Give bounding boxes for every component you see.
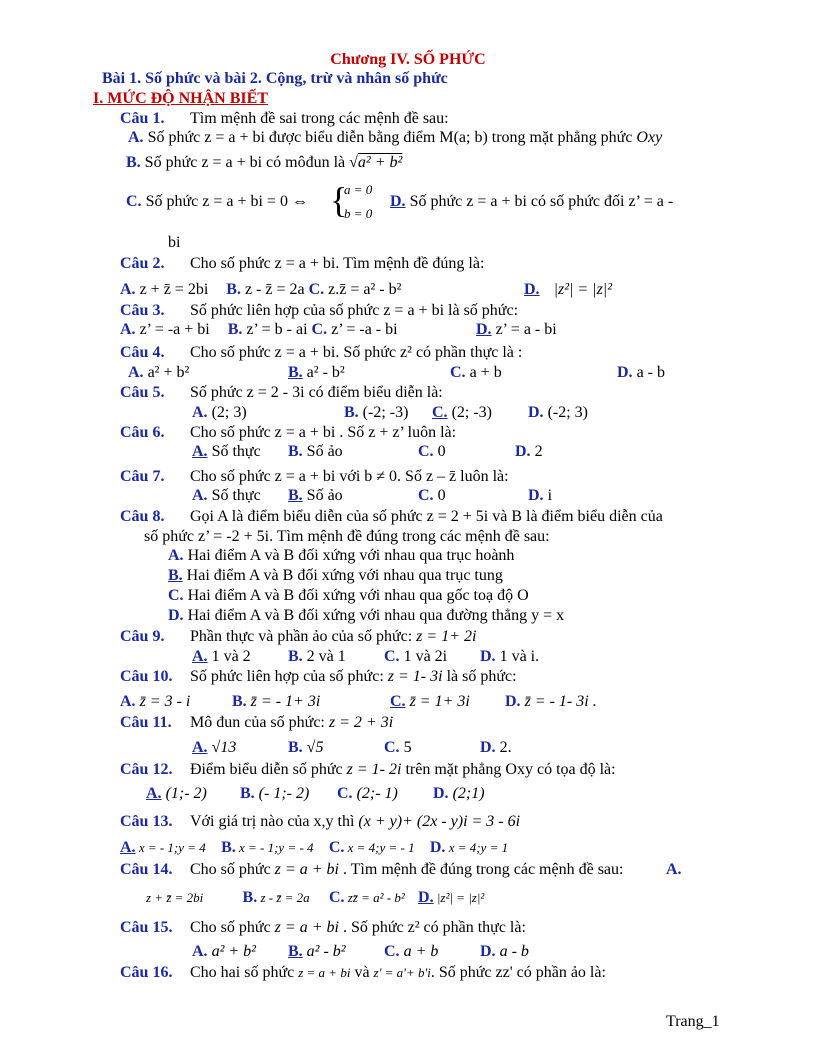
q14-option-a-label <box>666 860 682 879</box>
question-9 <box>120 627 476 646</box>
option-label: C. <box>311 321 328 338</box>
q4-option-d <box>617 363 665 382</box>
option-label: D. <box>480 943 496 960</box>
question-6 <box>120 423 456 442</box>
q1-option-b <box>126 153 402 172</box>
q15-option-a <box>192 942 256 961</box>
option-text: 1 và 2 <box>207 648 251 665</box>
q11-option-c <box>384 738 412 757</box>
q6-option-b <box>288 442 343 461</box>
question-label: Câu 7. <box>120 468 165 485</box>
question-text: Với giá trị nào của x,y thì <box>190 813 359 830</box>
q8-option-a <box>168 546 514 565</box>
option-text: z’ = -a - bi <box>327 321 398 338</box>
option-math: a² + b² <box>207 943 256 960</box>
question-text: Cho số phức z = a + bi . Số z + z’ luôn là: <box>190 424 457 441</box>
question-13 <box>120 812 520 831</box>
option-text: z’ = b - ai <box>242 321 308 338</box>
option-label: D. <box>433 785 449 802</box>
option-text: z - z̄ = 2a <box>240 281 305 298</box>
option-text: 1 và i. <box>495 648 540 665</box>
q12-option-d <box>433 784 485 803</box>
question-text-end: trên mặt phẳng Oxy có tọa độ là: <box>401 761 616 778</box>
option-text: Số ảo <box>302 443 343 460</box>
question-text: Cho số phức <box>190 861 275 878</box>
option-label: B. <box>344 404 359 421</box>
question-text: Cho số phức z = a + bi. Tìm mệnh đề đúng là: <box>190 255 485 272</box>
option-math: (- 1;- 2) <box>254 785 310 802</box>
q1-option-d-cont: bi <box>168 234 181 251</box>
option-text: Số phức z = a + bi = 0 ⇔ <box>141 193 308 210</box>
question-label: Câu 9. <box>120 628 165 645</box>
q15-option-b <box>288 942 346 961</box>
option-text: Số thực <box>207 487 261 504</box>
option-label: C. <box>384 943 400 960</box>
question-label: Câu 4. <box>120 344 165 361</box>
question-text: Cho số phức z = a + bi. Số phức z² có phần thực là : <box>190 344 523 361</box>
question-8-cont: số phức z’ = -2 + 5i. Tìm mệnh đề đúng trong các mệnh đề sau: <box>144 528 550 545</box>
system-eq-2: b = 0 <box>344 206 373 221</box>
option-label: C. <box>418 487 434 504</box>
option-label: B. <box>168 567 183 584</box>
option-label: B. <box>232 693 247 710</box>
sqrt-icon: √ <box>349 154 358 171</box>
q11-option-d <box>480 738 512 757</box>
option-math: √5 <box>302 739 324 756</box>
option-label: C. <box>308 281 325 298</box>
q6-option-a <box>192 442 261 461</box>
option-label: A. <box>120 839 136 856</box>
option-text: i <box>543 487 553 504</box>
question-label: Câu 2. <box>120 255 165 272</box>
question-text: Số phức liên hợp của số phức: <box>190 668 388 685</box>
option-label: D. <box>429 839 446 856</box>
question-11 <box>120 713 393 732</box>
option-label: A. <box>192 404 208 421</box>
option-text: 1 và 2i <box>399 648 448 665</box>
option-text: a² + b² <box>143 364 190 381</box>
option-text: z’ = -a + bi <box>135 321 210 338</box>
option-label: A. <box>128 364 144 381</box>
option-label: D. <box>480 739 496 756</box>
option-text: 5 <box>399 739 412 756</box>
question-math: z = 1- 3i <box>387 668 443 685</box>
question-math: z = 2 + 3i <box>328 714 394 731</box>
question-text: Điểm biểu diễn số phức <box>190 761 347 778</box>
question-15 <box>120 918 526 937</box>
q5-option-d <box>528 403 588 422</box>
question-math-2: z' = a'+ b'i <box>373 965 431 980</box>
option-label: C. <box>328 839 345 856</box>
section-title: I. MỨC ĐỘ NHẬN BIẾT <box>93 90 268 107</box>
option-label: B. <box>288 739 303 756</box>
option-label: D. <box>505 693 521 710</box>
option-label: D. <box>390 193 406 210</box>
option-label: B. <box>288 648 303 665</box>
option-text: a + b <box>465 364 502 381</box>
question-label: Câu 6. <box>120 424 165 441</box>
option-text: Hai điểm A và B đối xứng với nhau qua gốc toạ độ O <box>183 587 529 604</box>
option-text: Hai điểm A và B đối xứng với nhau qua trục tung <box>182 567 503 584</box>
option-math: Oxy <box>636 129 663 146</box>
question-text: Số phức z = 2 - 3i có điểm biểu diễn là: <box>190 384 443 401</box>
q8-option-c <box>168 586 529 605</box>
q9-option-c <box>384 647 447 666</box>
question-14 <box>120 860 623 879</box>
option-text: (2; -3) <box>447 404 492 421</box>
option-math: x = 4;y = 1 <box>445 840 509 855</box>
q4-option-a <box>128 363 189 382</box>
option-label: D. <box>617 364 633 381</box>
lesson-title: Bài 1. Số phức và bài 2. Cộng, trừ và nhân số phức <box>102 70 448 87</box>
question-text: Mô đun của số phức: <box>190 714 329 731</box>
question-math: z = 1+ 2i <box>416 628 477 645</box>
question-label: Câu 12. <box>120 761 173 778</box>
option-text: (-2; 3) <box>543 404 588 421</box>
q10-option-b <box>232 692 320 711</box>
option-label: D. <box>168 607 184 624</box>
question-5 <box>120 383 443 402</box>
question-math: z = a + bi <box>298 965 351 980</box>
option-label: B. <box>288 443 303 460</box>
question-label: Câu 15. <box>120 919 173 936</box>
option-math: z - z̄ = 2a <box>257 890 310 905</box>
option-label: C. <box>450 364 466 381</box>
option-math: |z²| = |z|² <box>433 890 485 905</box>
option-text: Hai điểm A và B đối xứng với nhau qua trục hoành <box>183 547 515 564</box>
option-label: B. <box>126 154 141 171</box>
option-label: B. <box>288 364 303 381</box>
q2-options <box>120 280 401 299</box>
option-label: C. <box>390 693 406 710</box>
q7-option-c <box>418 486 446 505</box>
option-label: C. <box>168 587 184 604</box>
option-math: a² + b² <box>357 154 403 171</box>
option-text: Số phức z = a + bi có số phức đối z’ = a - <box>405 193 674 210</box>
q6-option-c <box>418 442 446 461</box>
option-label: A. <box>192 739 208 756</box>
question-8 <box>120 507 663 526</box>
q1-option-c <box>126 192 308 211</box>
option-text: Hai điểm A và B đối xứng với nhau qua đường thẳng y = x <box>183 607 565 624</box>
option-label: B. <box>288 487 303 504</box>
question-text-end: . Số phức zz' có phần ảo là: <box>430 964 606 981</box>
question-label: Câu 8. <box>120 508 165 525</box>
option-label: A. <box>128 129 144 146</box>
option-text: z + z̄ = 2bi <box>135 281 209 298</box>
question-label: Câu 11. <box>120 714 172 731</box>
q9-option-d <box>480 647 539 666</box>
q10-option-d <box>505 692 597 711</box>
question-label: Câu 1. <box>120 110 165 127</box>
option-math: a + b <box>399 943 439 960</box>
option-label: A. <box>146 785 162 802</box>
option-math: x = 4;y = - 1 <box>344 840 415 855</box>
question-text: Gọi A là điểm biểu diễn của số phức z = 2 + 5i và B là điểm biểu diễn của <box>190 508 663 525</box>
option-math: z̄ = - 1+ 3i <box>246 693 321 710</box>
option-math: zz̄ = a² - b² <box>344 890 405 905</box>
option-label: C. <box>337 785 353 802</box>
question-text-end: . Số phức z² có phần thực là: <box>338 919 526 936</box>
system-eq-1: a = 0 <box>344 182 373 197</box>
option-text: Số phức z = a + bi được biểu diễn bằng điểm M(a; b) trong mặt phẳng phức <box>143 129 637 146</box>
option-label: C. <box>384 739 400 756</box>
option-label: B. <box>242 889 258 906</box>
question-4 <box>120 343 522 362</box>
question-12 <box>120 760 616 779</box>
option-math: z + z̄ = 2bi <box>146 890 204 905</box>
question-label: Câu 3. <box>120 302 165 319</box>
option-text: Số thực <box>207 443 261 460</box>
question-label: Câu 13. <box>120 813 173 830</box>
option-label: D. <box>515 443 531 460</box>
q3-option-d <box>476 320 557 339</box>
question-math: z = a + bi <box>274 861 339 878</box>
question-text: Số phức liên hợp của số phức z = a + bi là số phức: <box>190 302 519 319</box>
q10-option-a <box>120 692 190 711</box>
q10-option-c <box>390 692 470 711</box>
q15-option-d <box>480 942 529 961</box>
option-label: B. <box>227 321 243 338</box>
option-text: a - b <box>632 364 665 381</box>
question-text: Cho hai số phức <box>190 964 299 981</box>
question-7 <box>120 467 509 486</box>
option-math: (1;- 2) <box>161 785 207 802</box>
q3-options <box>120 320 398 339</box>
option-label: C. <box>384 648 400 665</box>
question-text-mid: và <box>350 964 374 981</box>
option-label: B. <box>221 839 236 856</box>
option-label: C. <box>432 404 448 421</box>
question-label: Câu 14. <box>120 861 173 878</box>
q15-option-c <box>384 942 438 961</box>
option-label: D. <box>528 404 544 421</box>
option-math: z̄ = 1+ 3i <box>405 693 470 710</box>
option-text: z.z̄ = a² - b² <box>324 281 402 298</box>
option-math: z̄ = 3 - i <box>135 693 191 710</box>
q14-options <box>146 888 484 907</box>
option-text: z’ = a - bi <box>491 321 557 338</box>
option-text: 2. <box>495 739 512 756</box>
option-label: D. <box>418 889 434 906</box>
option-text: Số ảo <box>302 487 343 504</box>
question-math: z = 1- 2i <box>346 761 402 778</box>
q12-option-a <box>146 784 207 803</box>
q7-option-b <box>288 486 343 505</box>
option-label: A. <box>120 281 136 298</box>
option-math: √13 <box>207 739 237 756</box>
q6-option-d <box>515 442 543 461</box>
option-label: A. <box>192 487 208 504</box>
chapter-title: Chương IV. SỐ PHỨC <box>330 51 486 68</box>
question-2 <box>120 254 484 273</box>
option-label: D. <box>476 321 492 338</box>
q7-option-d <box>528 486 552 505</box>
option-label: C. <box>418 443 434 460</box>
option-label: A. <box>120 693 136 710</box>
q4-option-c <box>450 363 502 382</box>
option-text: 2 <box>530 443 543 460</box>
question-1 <box>120 109 449 128</box>
option-label: D. <box>524 281 540 298</box>
option-label: B. <box>240 785 255 802</box>
q8-option-b <box>168 566 503 585</box>
q4-option-b <box>288 363 345 382</box>
option-label: A. <box>192 443 208 460</box>
option-text: 0 <box>433 487 446 504</box>
option-text: (2; 3) <box>207 404 247 421</box>
option-math: x = - 1;y = 4 <box>135 840 206 855</box>
option-label: A. <box>192 943 208 960</box>
question-text: Phần thực và phần ảo của số phức: <box>190 628 417 645</box>
brace-icon: { <box>330 180 348 220</box>
option-text: a² - b² <box>302 364 345 381</box>
q1-option-a <box>128 128 662 147</box>
option-label: D. <box>480 648 496 665</box>
option-math: (2;- 1) <box>352 785 398 802</box>
question-10 <box>120 667 517 686</box>
option-label: D. <box>528 487 544 504</box>
q7-option-a <box>192 486 261 505</box>
option-text: 2 và 1 <box>302 648 346 665</box>
q5-option-c <box>432 403 492 422</box>
option-label: A. <box>192 648 208 665</box>
q9-option-a <box>192 647 251 666</box>
question-text: Cho số phức <box>190 919 275 936</box>
option-math: a - b <box>495 943 529 960</box>
question-label: Câu 10. <box>120 668 173 685</box>
q11-option-a <box>192 738 236 757</box>
q11-option-b <box>288 738 323 757</box>
option-label: C. <box>328 889 345 906</box>
option-label: A. <box>168 547 184 564</box>
option-math: |z²| = |z|² <box>553 281 612 298</box>
option-math: a² - b² <box>302 943 346 960</box>
question-math: z = a + bi <box>274 919 339 936</box>
option-math: x = - 1;y = - 4 <box>235 840 314 855</box>
option-text: Số phức z = a + bi có môđun là <box>140 154 350 171</box>
q2-option-d <box>524 280 612 299</box>
option-label: C. <box>126 193 142 210</box>
question-text: Cho số phức z = a + bi với b ≠ 0. Số z – z̄ luôn là: <box>190 468 509 485</box>
question-label: Câu 16. <box>120 964 173 981</box>
question-text-end: là số phức: <box>442 668 517 685</box>
q13-options <box>120 838 508 857</box>
option-math: (2;1) <box>448 785 485 802</box>
question-3 <box>120 301 518 320</box>
option-label: A. <box>666 861 682 878</box>
question-label: Câu 5. <box>120 384 165 401</box>
q9-option-b <box>288 647 346 666</box>
question-16 <box>120 963 606 982</box>
q8-option-d <box>168 606 564 625</box>
page-number: Trang_1 <box>666 1013 720 1030</box>
option-label: B. <box>226 281 241 298</box>
option-label: B. <box>288 943 303 960</box>
option-math: z̄ = - 1- 3i . <box>520 693 597 710</box>
option-label: A. <box>120 321 136 338</box>
question-text: Tìm mệnh đề sai trong các mệnh đề sau: <box>190 110 449 127</box>
option-text: (-2; -3) <box>358 404 409 421</box>
q5-option-b <box>344 403 408 422</box>
q12-option-b <box>240 784 309 803</box>
option-text: 0 <box>433 443 446 460</box>
q12-option-c <box>337 784 398 803</box>
question-math: (x + y)+ (2x - y)i = 3 - 6i <box>358 813 521 830</box>
question-text-end: . Tìm mệnh đề đúng trong các mệnh đề sau: <box>338 861 624 878</box>
q1-option-d <box>390 192 673 211</box>
q5-option-a <box>192 403 247 422</box>
